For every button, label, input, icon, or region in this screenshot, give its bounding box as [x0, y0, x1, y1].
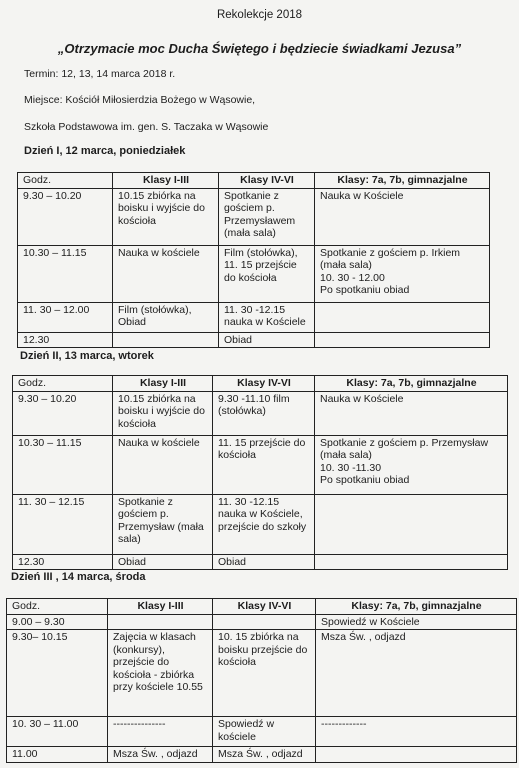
cell-klasy-7-gim: Spotkanie z gościem p. Przemysław (mała sala) 10. 30 -11.30 Po spotkaniu obiad	[315, 435, 508, 494]
header-klasy-7-gim: Klasy: 7a, 7b, gimnazjalne	[315, 173, 490, 189]
cell-klasy-1-3: Zajęcia w klasach (konkursy), przejście do kościoła - zbiórka przy kościele 10.55	[108, 630, 213, 717]
day-3-table	[6, 598, 517, 763]
cell-klasy-1-3: Obiad	[113, 554, 213, 570]
cell-klasy-7-gim: -------------	[316, 717, 517, 747]
school-line: Szkoła Podstawowa im. gen. S. Taczaka w Wąsowie	[24, 121, 269, 133]
header-klasy-4-6: Klasy IV-VI	[213, 376, 315, 392]
cell-klasy-4-6: Obiad	[219, 332, 315, 348]
cell-time: 9.30 – 10.20	[13, 391, 113, 435]
header-klasy-4-6: Klasy IV-VI	[219, 173, 315, 189]
cell-klasy-7-gim: Spowiedź w Kościele	[316, 614, 517, 630]
cell-klasy-4-6: Spowiedź w kościele	[213, 717, 316, 747]
table-row	[13, 391, 508, 435]
cell-klasy-7-gim	[315, 332, 490, 348]
cell-klasy-1-3: Nauka w kościele	[113, 245, 219, 302]
cell-time: 11.00	[7, 747, 108, 763]
header-klasy-4-6: Klasy IV-VI	[213, 599, 316, 615]
cell-klasy-1-3: 10.15 zbiórka na boisku i wyjście do kościoła	[113, 391, 213, 435]
cell-time: 10.30 – 11.15	[13, 435, 113, 494]
document-motto: „Otrzymacie moc Ducha Świętego i będziecie świadkami Jezusa”	[57, 41, 462, 56]
cell-klasy-1-3: Film (stołówka), Obiad	[113, 302, 219, 332]
cell-klasy-7-gim: Spotkanie z gościem p. Irkiem (mała sala) 10. 30 - 12.00 Po spotkaniu obiad	[315, 245, 490, 302]
cell-klasy-7-gim	[315, 554, 508, 570]
cell-klasy-7-gim: Nauka w Kościele	[315, 188, 490, 245]
cell-klasy-1-3	[108, 614, 213, 630]
cell-klasy-4-6: 11. 30 -12.15 nauka w Kościele	[219, 302, 315, 332]
table-row	[7, 614, 517, 630]
table-row	[7, 717, 517, 747]
cell-klasy-1-3: Nauka w kościele	[113, 435, 213, 494]
header-godz: Godz.	[18, 173, 113, 189]
table-row	[18, 302, 490, 332]
termin-line: Termin: 12, 13, 14 marca 2018 r.	[24, 68, 176, 80]
cell-klasy-1-3: Spotkanie z gościem p. Przemysław (mała sala)	[113, 494, 213, 554]
day-2-table	[12, 375, 508, 570]
cell-klasy-4-6: 10. 15 zbiórka na boisku przejście do kościoła	[213, 630, 316, 717]
header-godz: Godz.	[7, 599, 108, 615]
cell-time: 9.30– 10.15	[7, 630, 108, 717]
cell-klasy-7-gim	[316, 747, 517, 763]
table-row	[18, 332, 490, 348]
cell-time: 10.30 – 11.15	[18, 245, 113, 302]
cell-time: 11. 30 – 12.00	[18, 302, 113, 332]
header-klasy-1-3: Klasy I-III	[108, 599, 213, 615]
table-row	[18, 188, 490, 245]
cell-time: 10. 30 – 11.00	[7, 717, 108, 747]
day-2-title: Dzień II, 13 marca, wtorek	[20, 350, 154, 362]
header-klasy-7-gim: Klasy: 7a, 7b, gimnazjalne	[316, 599, 517, 615]
table-row	[7, 630, 517, 717]
cell-time: 11. 30 – 12.15	[13, 494, 113, 554]
table-header-row	[13, 376, 508, 392]
header-godz: Godz.	[13, 376, 113, 392]
cell-klasy-4-6: 11. 15 przejście do kościoła	[213, 435, 315, 494]
cell-klasy-4-6: Spotkanie z gościem p. Przemysławem (mała sala)	[219, 188, 315, 245]
cell-klasy-7-gim	[315, 302, 490, 332]
cell-klasy-4-6: 9.30 -11.10 film (stołówka)	[213, 391, 315, 435]
table-row	[13, 554, 508, 570]
cell-klasy-7-gim: Nauka w Kościele	[315, 391, 508, 435]
day-1-table	[17, 172, 490, 348]
cell-klasy-1-3	[113, 332, 219, 348]
cell-klasy-4-6: 11. 30 -12.15 nauka w Kościele, przejście do szkoły	[213, 494, 315, 554]
day-1-title: Dzień I, 12 marca, poniedziałek	[24, 145, 186, 157]
cell-time: 12.30	[18, 332, 113, 348]
table-row	[13, 494, 508, 554]
table-row	[18, 245, 490, 302]
cell-klasy-4-6: Msza Św. , odjazd	[213, 747, 316, 763]
cell-time: 12.30	[13, 554, 113, 570]
header-klasy-1-3: Klasy I-III	[113, 173, 219, 189]
cell-klasy-7-gim: Msza Św. , odjazd	[316, 630, 517, 717]
cell-klasy-7-gim	[315, 494, 508, 554]
cell-klasy-1-3: 10.15 zbiórka na boisku i wyjście do kościoła	[113, 188, 219, 245]
header-klasy-7-gim: Klasy: 7a, 7b, gimnazjalne	[315, 376, 508, 392]
table-row	[13, 435, 508, 494]
cell-time: 9.30 – 10.20	[18, 188, 113, 245]
cell-klasy-1-3: ---------------	[108, 717, 213, 747]
cell-klasy-1-3: Msza Św. , odjazd	[108, 747, 213, 763]
cell-time: 9.00 – 9.30	[7, 614, 108, 630]
cell-klasy-4-6: Obiad	[213, 554, 315, 570]
document-title: Rekolekcje 2018	[216, 9, 303, 21]
cell-klasy-4-6	[213, 614, 316, 630]
header-klasy-1-3: Klasy I-III	[113, 376, 213, 392]
cell-klasy-4-6: Film (stołówka), 11. 15 przejście do kościoła	[219, 245, 315, 302]
table-header-row	[7, 599, 517, 615]
table-row	[7, 747, 517, 763]
day-3-title: Dzień III , 14 marca, środa	[11, 571, 146, 583]
miejsce-line: Miejsce: Kościół Miłosierdzia Bożego w Wąsowie,	[24, 94, 256, 106]
table-header-row	[18, 173, 490, 189]
